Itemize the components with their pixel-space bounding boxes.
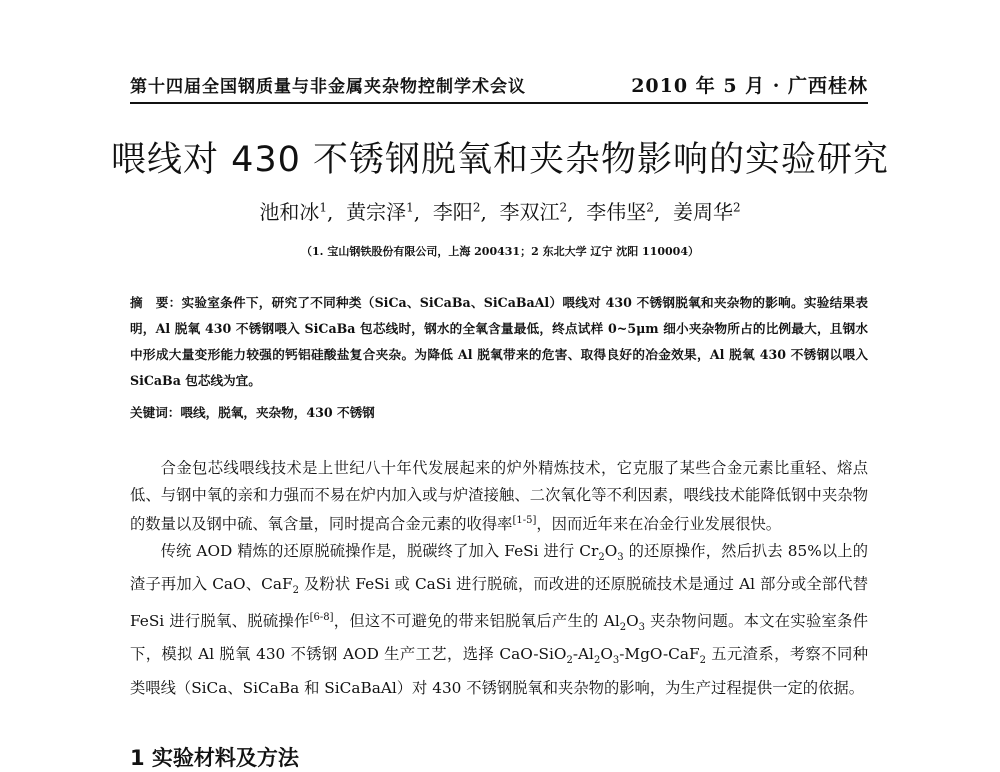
citation[interactable]: [1-5]	[512, 515, 537, 526]
author: 李伟坚	[586, 200, 647, 224]
keywords-text: 喂线，脱氧，夹杂物，430 不锈钢	[180, 405, 375, 420]
keywords	[130, 402, 868, 421]
author: 李阳	[432, 200, 473, 224]
date-place: 2010 年 5 月 · 广西桂林	[631, 75, 868, 97]
paper-title: 喂线对 430 不锈钢脱氧和夹杂物影响的实验研究	[110, 140, 890, 180]
paragraph-2: 传统 AOD 精炼的还原脱硫操作是，脱碳终了加入 FeSi 进行 $Cr_2O_3$ 的还原操作，然后扒去 85%以上的渣子再加入 CaO、CaF$_2$ 及粉状 FeSi 或 CaSi 进行脱硫，而改进的还原脱硫技术是通过 Al 部分或全部代替 FeSi 进行脱氧、脱硫操作[6-8]，但这不可避免的带来铝脱氧后产生的 $Al_2O_3$ 夹杂物问题。本文在实验室条件下，模拟 Al 脱氧 430 不锈钢 AOD 生产工艺，选择 CaO-$SiO_2-Al_2O_3-MgO-CaF_2$ 五元渣系，考察不同种类喂线（SiCa、SiCaBa 和 SiCaBaAl）对 430 不锈钢脱氧和夹杂物的影响，为生产过程提供一定的依据。	[130, 541, 869, 697]
running-header	[130, 72, 868, 104]
author: 池和冰	[259, 200, 320, 224]
affiliation: （1. 宝山钢铁股份有限公司，上海 200431；2 东北大学 辽宁 沈阳 110004）	[301, 245, 699, 258]
keywords-label: 关键词：	[130, 405, 181, 420]
author: 李双江	[499, 200, 560, 224]
author-list: 池和冰$^1$, 黄宗泽$^1$, 李阳$^2$, 李双江$^2$, 李伟坚$^2$, 姜周华$^2$	[259, 200, 741, 224]
section-heading: 1 实验材料及方法	[130, 746, 299, 770]
abstract-label: 摘 要：	[130, 295, 182, 310]
abstract-text: 实验室条件下，研究了不同种类（SiCa、SiCaBa、SiCaBaAl）喂线对 430 不锈钢脱氧和夹杂物的影响。实验结果表明，Al 脱氧 430 不锈钢喂入 SiCaBa 包芯线时，钢水的全氧含量最低，终点试样 0~5μm 细小夹杂物所占的比例最大，且钢水中形成大量变形能力较强的钙铝硅酸盐复合夹杂。为降低 Al 脱氧带来的危害、取得良好的冶金效果，Al 脱氧 430 不锈钢以喂入 SiCaBa 包芯线为宜。	[130, 295, 869, 388]
citation[interactable]: [6-8]	[309, 611, 334, 623]
body-text	[130, 455, 868, 701]
paragraph-1: 合金包芯线喂线技术是上世纪八十年代发展起来的炉外精炼技术，它克服了某些合金元素比重轻、熔点低、与钢中氧的亲和力强而不易在炉内加入或与炉渣接触、二次氧化等不利因素，喂线技术能降低钢中夹杂物的数量以及钢中硫、氧含量，同时提高合金元素的收得率[1-5]，因而近年来在冶金行业发展很快。	[130, 459, 868, 534]
abstract	[130, 290, 868, 394]
author: 黄宗泽	[346, 200, 407, 224]
author: 姜周华	[672, 200, 733, 224]
conference-name: 第十四届全国钢质量与非金属夹杂物控制学术会议	[130, 77, 526, 97]
